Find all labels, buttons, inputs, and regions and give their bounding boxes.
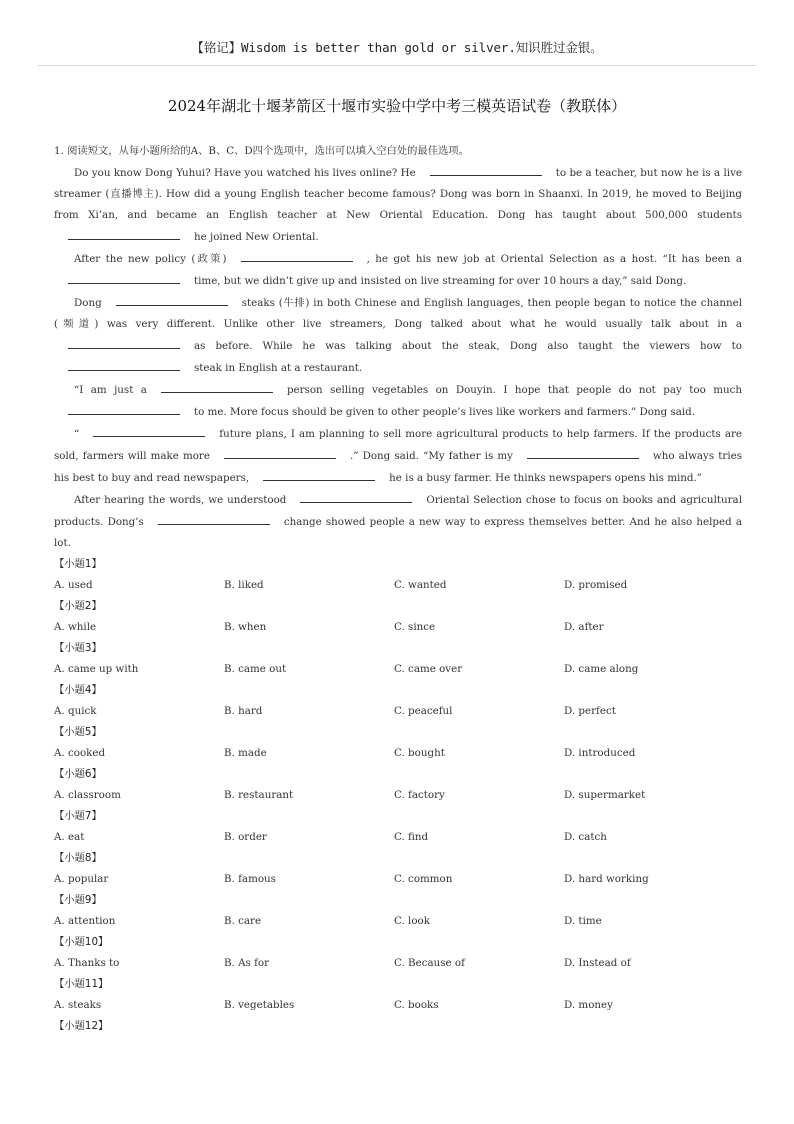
subquestion-options xyxy=(54,869,742,890)
option-c[interactable]: C. find xyxy=(394,831,429,843)
subquestion-label: 【小题9】 xyxy=(54,894,102,906)
subquestion-options xyxy=(54,659,742,680)
subquestion-label: 【小题3】 xyxy=(54,642,102,654)
option-b[interactable]: B. restaurant xyxy=(224,789,294,801)
passage-text: “I am just a xyxy=(74,384,147,396)
option-c[interactable]: C. Because of xyxy=(394,957,465,969)
blank-12[interactable] xyxy=(527,445,639,459)
option-a[interactable]: A. eat xyxy=(54,831,85,843)
passage-text: he is a busy farmer. He thinks newspapers opens his mind.” xyxy=(389,472,703,484)
question-instruction: 1. 阅读短文，从每小题所给的A、B、C、D四个选项中，选出可以填入空白处的最佳选项。 xyxy=(54,145,469,157)
option-b[interactable]: B. when xyxy=(224,621,267,633)
option-d[interactable]: D. money xyxy=(564,999,613,1011)
page-header-motto: 【铭记】Wisdom is better than gold or silver.知识胜过金银。 xyxy=(191,40,603,55)
exam-title: 2024年湖北十堰茅箭区十堰市实验中学中考三模英语试卷（教联体） xyxy=(167,97,627,115)
option-a[interactable]: A. popular xyxy=(54,873,109,885)
passage-text: Do you know Dong Yuhui? Have you watched his lives online? He xyxy=(74,167,416,179)
option-d[interactable]: D. hard working xyxy=(564,873,649,885)
passage-text: After the new policy (政策) xyxy=(74,253,227,265)
blank-1[interactable] xyxy=(430,162,542,176)
subquestion-options xyxy=(54,701,742,722)
passage-paragraph-6 xyxy=(54,489,742,554)
option-a[interactable]: A. steaks xyxy=(54,999,102,1011)
blank-10[interactable] xyxy=(93,423,205,437)
passage-text: .” Dong said. “My father is my xyxy=(349,450,513,462)
blank-6[interactable] xyxy=(68,335,180,349)
subquestion-options xyxy=(54,743,742,764)
passage-text: person selling vegetables on Douyin. I hope that people do not pay too much xyxy=(286,384,742,396)
passage-paragraph-5 xyxy=(54,423,742,489)
option-d[interactable]: D. time xyxy=(564,915,602,927)
option-c[interactable]: C. look xyxy=(394,915,430,927)
header-divider xyxy=(38,65,756,66)
blank-15[interactable] xyxy=(158,511,270,525)
subquestion-label: 【小题11】 xyxy=(54,978,109,990)
option-a[interactable]: A. came up with xyxy=(54,663,139,675)
option-d[interactable]: D. introduced xyxy=(564,747,636,759)
option-a[interactable]: A. attention xyxy=(54,915,116,927)
option-b[interactable]: B. hard xyxy=(224,705,263,717)
option-d[interactable]: D. catch xyxy=(564,831,607,843)
passage-paragraph-1 xyxy=(54,162,742,248)
subquestion-options xyxy=(54,575,742,596)
subquestion-options xyxy=(54,827,742,848)
blank-2[interactable] xyxy=(68,226,180,240)
passage-text: he joined New Oriental. xyxy=(194,231,319,243)
option-a[interactable]: A. cooked xyxy=(54,747,106,759)
question-content xyxy=(54,141,742,1037)
option-c[interactable]: C. factory xyxy=(394,789,445,801)
option-d[interactable]: D. came along xyxy=(564,663,639,675)
option-b[interactable]: B. care xyxy=(224,915,262,927)
blank-14[interactable] xyxy=(300,489,412,503)
subquestion-options xyxy=(54,911,742,932)
passage-text: “ xyxy=(74,428,80,440)
option-d[interactable]: D. Instead of xyxy=(564,957,631,969)
passage-paragraph-4 xyxy=(54,379,742,423)
passage-text: time, but we didn’t give up and insisted on live streaming for over 10 hours a day,” said Dong. xyxy=(194,275,687,287)
option-a[interactable]: A. used xyxy=(54,579,93,591)
blank-9[interactable] xyxy=(68,401,180,415)
subquestion-label: 【小题12】 xyxy=(54,1020,109,1032)
passage-text: to be a teacher, but now he is a live streamer (直播博主). How did a young English teacher become famous? Dong was born in Shaanxi. In 2019, he moved to Beijing from Xi’an, and became an English teacher at New Oriental Education. Dong has taught about 500,000 students xyxy=(54,167,742,221)
option-a[interactable]: A. quick xyxy=(54,705,97,717)
passage-text: as before. While he was talking about the steak, Dong also taught the viewers how to xyxy=(194,340,742,352)
option-b[interactable]: B. famous xyxy=(224,873,276,885)
passage-paragraph-3 xyxy=(54,292,742,379)
subquestion-label: 【小题5】 xyxy=(54,726,102,738)
subquestion-options xyxy=(54,953,742,974)
passage-text: who always tries his best to buy and read newspapers, xyxy=(54,450,743,484)
subquestion-options xyxy=(54,617,742,638)
passage-text: to me. More focus should be given to other people’s lives like workers and farmers.” Dong said. xyxy=(194,406,696,418)
option-b[interactable]: B. came out xyxy=(224,663,287,675)
passage-paragraph-2 xyxy=(54,248,742,292)
subquestion-options xyxy=(54,995,742,1016)
option-c[interactable]: C. since xyxy=(394,621,436,633)
blank-13[interactable] xyxy=(263,467,375,481)
subquestion-label: 【小题7】 xyxy=(54,810,102,822)
option-c[interactable]: C. came over xyxy=(394,663,463,675)
passage-text: Oriental Selection chose to focus on books and agricultural products. Dong’s xyxy=(54,494,742,528)
option-c[interactable]: C. bought xyxy=(394,747,445,759)
passage-text: steak in English at a restaurant. xyxy=(194,362,363,374)
subquestion-label: 【小题1】 xyxy=(54,558,102,570)
option-d[interactable]: D. promised xyxy=(564,579,628,591)
option-a[interactable]: A. classroom xyxy=(54,789,121,801)
option-d[interactable]: D. supermarket xyxy=(564,789,646,801)
option-b[interactable]: B. As for xyxy=(224,957,270,969)
option-d[interactable]: D. after xyxy=(564,621,604,633)
blank-11[interactable] xyxy=(224,445,336,459)
subquestion-label: 【小题8】 xyxy=(54,852,102,864)
option-c[interactable]: C. books xyxy=(394,999,439,1011)
option-b[interactable]: B. made xyxy=(224,747,267,759)
passage-text: Dong xyxy=(74,297,102,309)
blank-5[interactable] xyxy=(116,292,228,306)
passage-text: future plans, I am planning to sell more agricultural products to help farmers. If the products are sold, farmers will make more xyxy=(54,428,742,462)
passage-text: steaks (牛排) in both Chinese and English languages, then people began to notice the channel (频道) was very different. Unlike other live streamers, Dong talked about what he would usually talk about in a xyxy=(54,297,742,330)
blank-8[interactable] xyxy=(161,379,273,393)
subquestion-label: 【小题2】 xyxy=(54,600,102,612)
subquestion-label: 【小题10】 xyxy=(54,936,109,948)
blank-7[interactable] xyxy=(68,357,180,371)
passage-text: change showed people a new way to express themselves better. And he also helped a lot. xyxy=(54,516,742,549)
option-c[interactable]: C. wanted xyxy=(394,579,447,591)
subquestion-label: 【小题6】 xyxy=(54,768,102,780)
blank-4[interactable] xyxy=(68,270,180,284)
option-a[interactable]: A. Thanks to xyxy=(54,957,120,969)
subquestion-label: 【小题4】 xyxy=(54,684,102,696)
option-b[interactable]: B. vegetables xyxy=(224,999,295,1011)
option-c[interactable]: C. common xyxy=(394,873,453,885)
subquestion-options xyxy=(54,785,742,806)
option-b[interactable]: B. order xyxy=(224,831,267,843)
option-a[interactable]: A. while xyxy=(54,621,97,633)
option-b[interactable]: B. liked xyxy=(224,579,264,591)
passage-text: After hearing the words, we understood xyxy=(74,494,287,506)
passage-text: , he got his new job at Oriental Selection as a host. “It has been a xyxy=(366,253,742,265)
option-c[interactable]: C. peaceful xyxy=(394,705,453,717)
blank-3[interactable] xyxy=(241,248,353,262)
option-d[interactable]: D. perfect xyxy=(564,705,616,717)
